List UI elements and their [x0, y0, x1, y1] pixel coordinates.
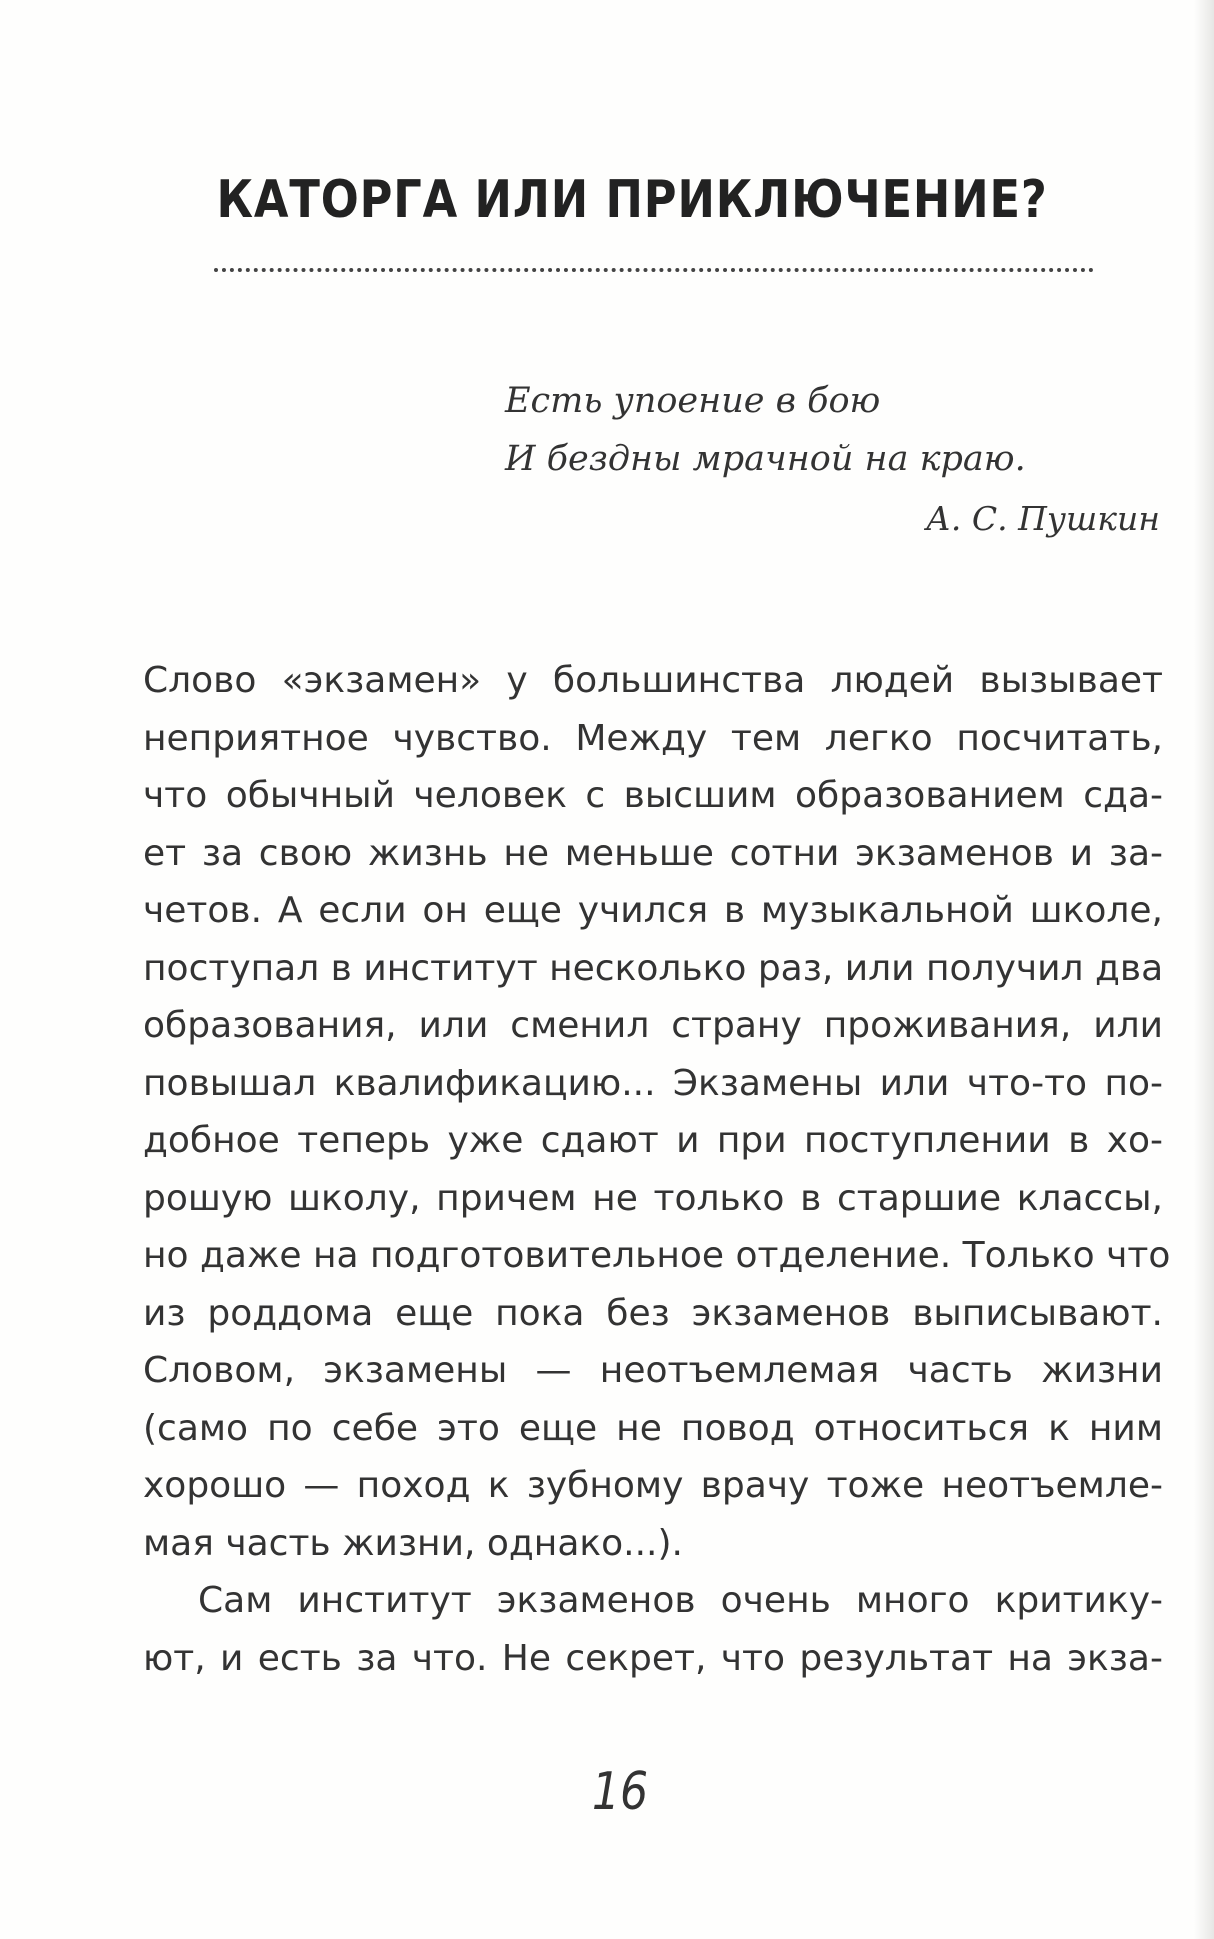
- epigraph-author: А. С. Пушкин: [925, 499, 1160, 538]
- text-line: повышал квалификацию... Экзамены или что-то по-: [143, 1062, 1163, 1104]
- text-line: что обычный человек с высшим образованием сда-: [143, 775, 1163, 816]
- body-text: [143, 652, 1171, 1687]
- paragraph-1: [143, 652, 1171, 1572]
- text-line: Слово «экзамен» у большинства людей вызывает: [143, 660, 1163, 701]
- epigraph: [505, 372, 1165, 548]
- text-line: рошую школу, причем не только в старшие классы,: [143, 1177, 1163, 1219]
- paragraph-2: [143, 1572, 1163, 1687]
- page-number: 16: [591, 1762, 649, 1822]
- text-line: четов. А если он еще учился в музыкальной школе,: [143, 890, 1163, 931]
- title-dotted-rule: [214, 268, 1094, 272]
- text-line: мая часть жизни, однако...).: [143, 1522, 683, 1564]
- text-line: добное теперь уже сдают и при поступлении в хо-: [143, 1120, 1163, 1161]
- text-line: ют, и есть за что. Не секрет, что результат на экза-: [143, 1637, 1163, 1679]
- text-line: ет за свою жизнь не меньше сотни экзаменов и за-: [143, 832, 1163, 874]
- text-line: из роддома еще пока без экзаменов выписывают.: [143, 1292, 1163, 1334]
- chapter-title: КАТОРГА ИЛИ ПРИКЛЮЧЕНИЕ?: [216, 170, 1048, 230]
- text-line: (само по себе это еще не повод относиться к ним: [143, 1407, 1163, 1449]
- text-line: Словом, экзамены — неотъемлемая часть жизни: [143, 1350, 1163, 1391]
- text-line: хорошо — поход к зубному врачу тоже неотъемле-: [143, 1465, 1163, 1506]
- text-line: но даже на подготовительное отделение. Только что: [143, 1235, 1171, 1276]
- page-edge-shadow: [1194, 0, 1214, 1939]
- text-line: образования, или сменил страну проживания, или: [143, 1005, 1163, 1046]
- text-line: Сам институт экзаменов очень много критику-: [198, 1580, 1163, 1621]
- text-line: поступал в институт несколько раз, или получил два: [143, 947, 1164, 989]
- text-line: неприятное чувство. Между тем легко посчитать,: [143, 717, 1163, 759]
- epigraph-line: И бездны мрачной на краю.: [505, 439, 1026, 479]
- epigraph-line: Есть упоение в бою: [505, 381, 881, 421]
